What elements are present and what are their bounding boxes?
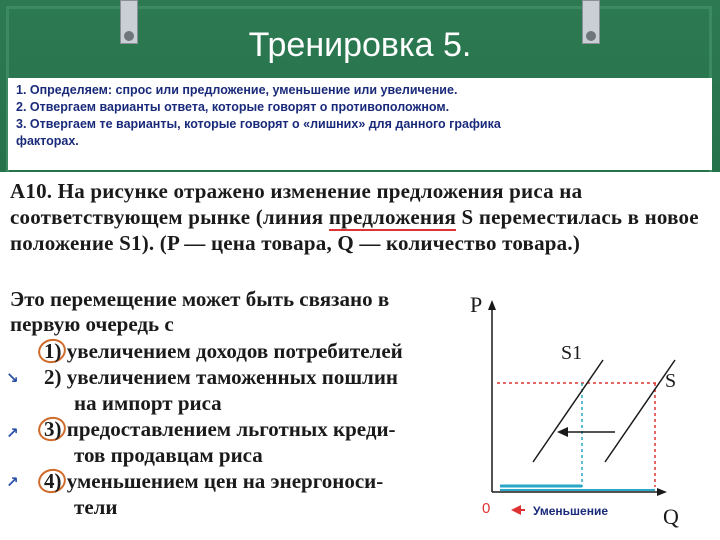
y-axis-arrow-icon — [488, 300, 496, 310]
option-2-continued: на импорт риса — [74, 391, 222, 415]
rule-3-continued: факторах. — [16, 134, 79, 148]
origin-label: 0 — [482, 500, 491, 517]
scanned-question — [0, 172, 720, 540]
arrow-up-right-icon: ↗ — [6, 424, 19, 442]
axis-label-price: P — [470, 292, 483, 317]
option-1: 1) увеличением доходов потребителей — [44, 339, 403, 363]
arrow-up-right-icon-2: ↗ — [6, 473, 19, 491]
slide-title: Тренировка 5. — [248, 26, 472, 64]
rule-1: 1. Определяем: спрос или предложение, уменьшение или увеличение. — [16, 83, 458, 97]
option-4: 4) уменьшением цен на энергоноси- — [44, 469, 384, 493]
question-number: А10. — [10, 179, 53, 203]
question-text-part1: На рисунке отражено изменение предложения риса на соответствующем рынке (линия — [10, 179, 583, 229]
decrease-arrow-icon — [511, 505, 521, 515]
graph-svg — [455, 292, 715, 540]
decrease-label: Уменьшение — [533, 504, 609, 518]
question-text — [10, 178, 700, 256]
option-3-continued: тов продавцам риса — [74, 443, 263, 467]
option-2: 2) увеличением таможенных пошлин — [44, 365, 399, 389]
supply-curve-s1 — [533, 360, 603, 462]
rule-2: 2. Отвергаем варианты ответа, которые говорят о противоположном. — [16, 100, 450, 114]
question-underlined-word: предложения — [328, 205, 457, 229]
axis-label-quantity: Q — [663, 504, 679, 529]
option-4-continued: тели — [74, 495, 118, 519]
curve-label-s: S — [665, 370, 677, 392]
shift-arrow-head-icon — [557, 427, 568, 437]
rule-3: 3. Отвергаем те варианты, которые говорят о «лишних» для данного графика — [16, 117, 501, 131]
x-axis-arrow-icon — [657, 488, 667, 496]
rules-box — [8, 78, 712, 170]
curve-label-s1: S1 — [561, 342, 583, 364]
option-3: 3) предоставлением льготных креди- — [44, 417, 396, 441]
arrow-down-right-icon: ↘ — [6, 369, 19, 387]
supply-shift-graph — [455, 292, 715, 540]
question-lead: Это перемещение может быть связано в первую очередь с — [10, 287, 390, 336]
question-text-part2: S переместилась в новое положение S1). (P — цена товара, Q — количество товара.) — [10, 205, 699, 255]
